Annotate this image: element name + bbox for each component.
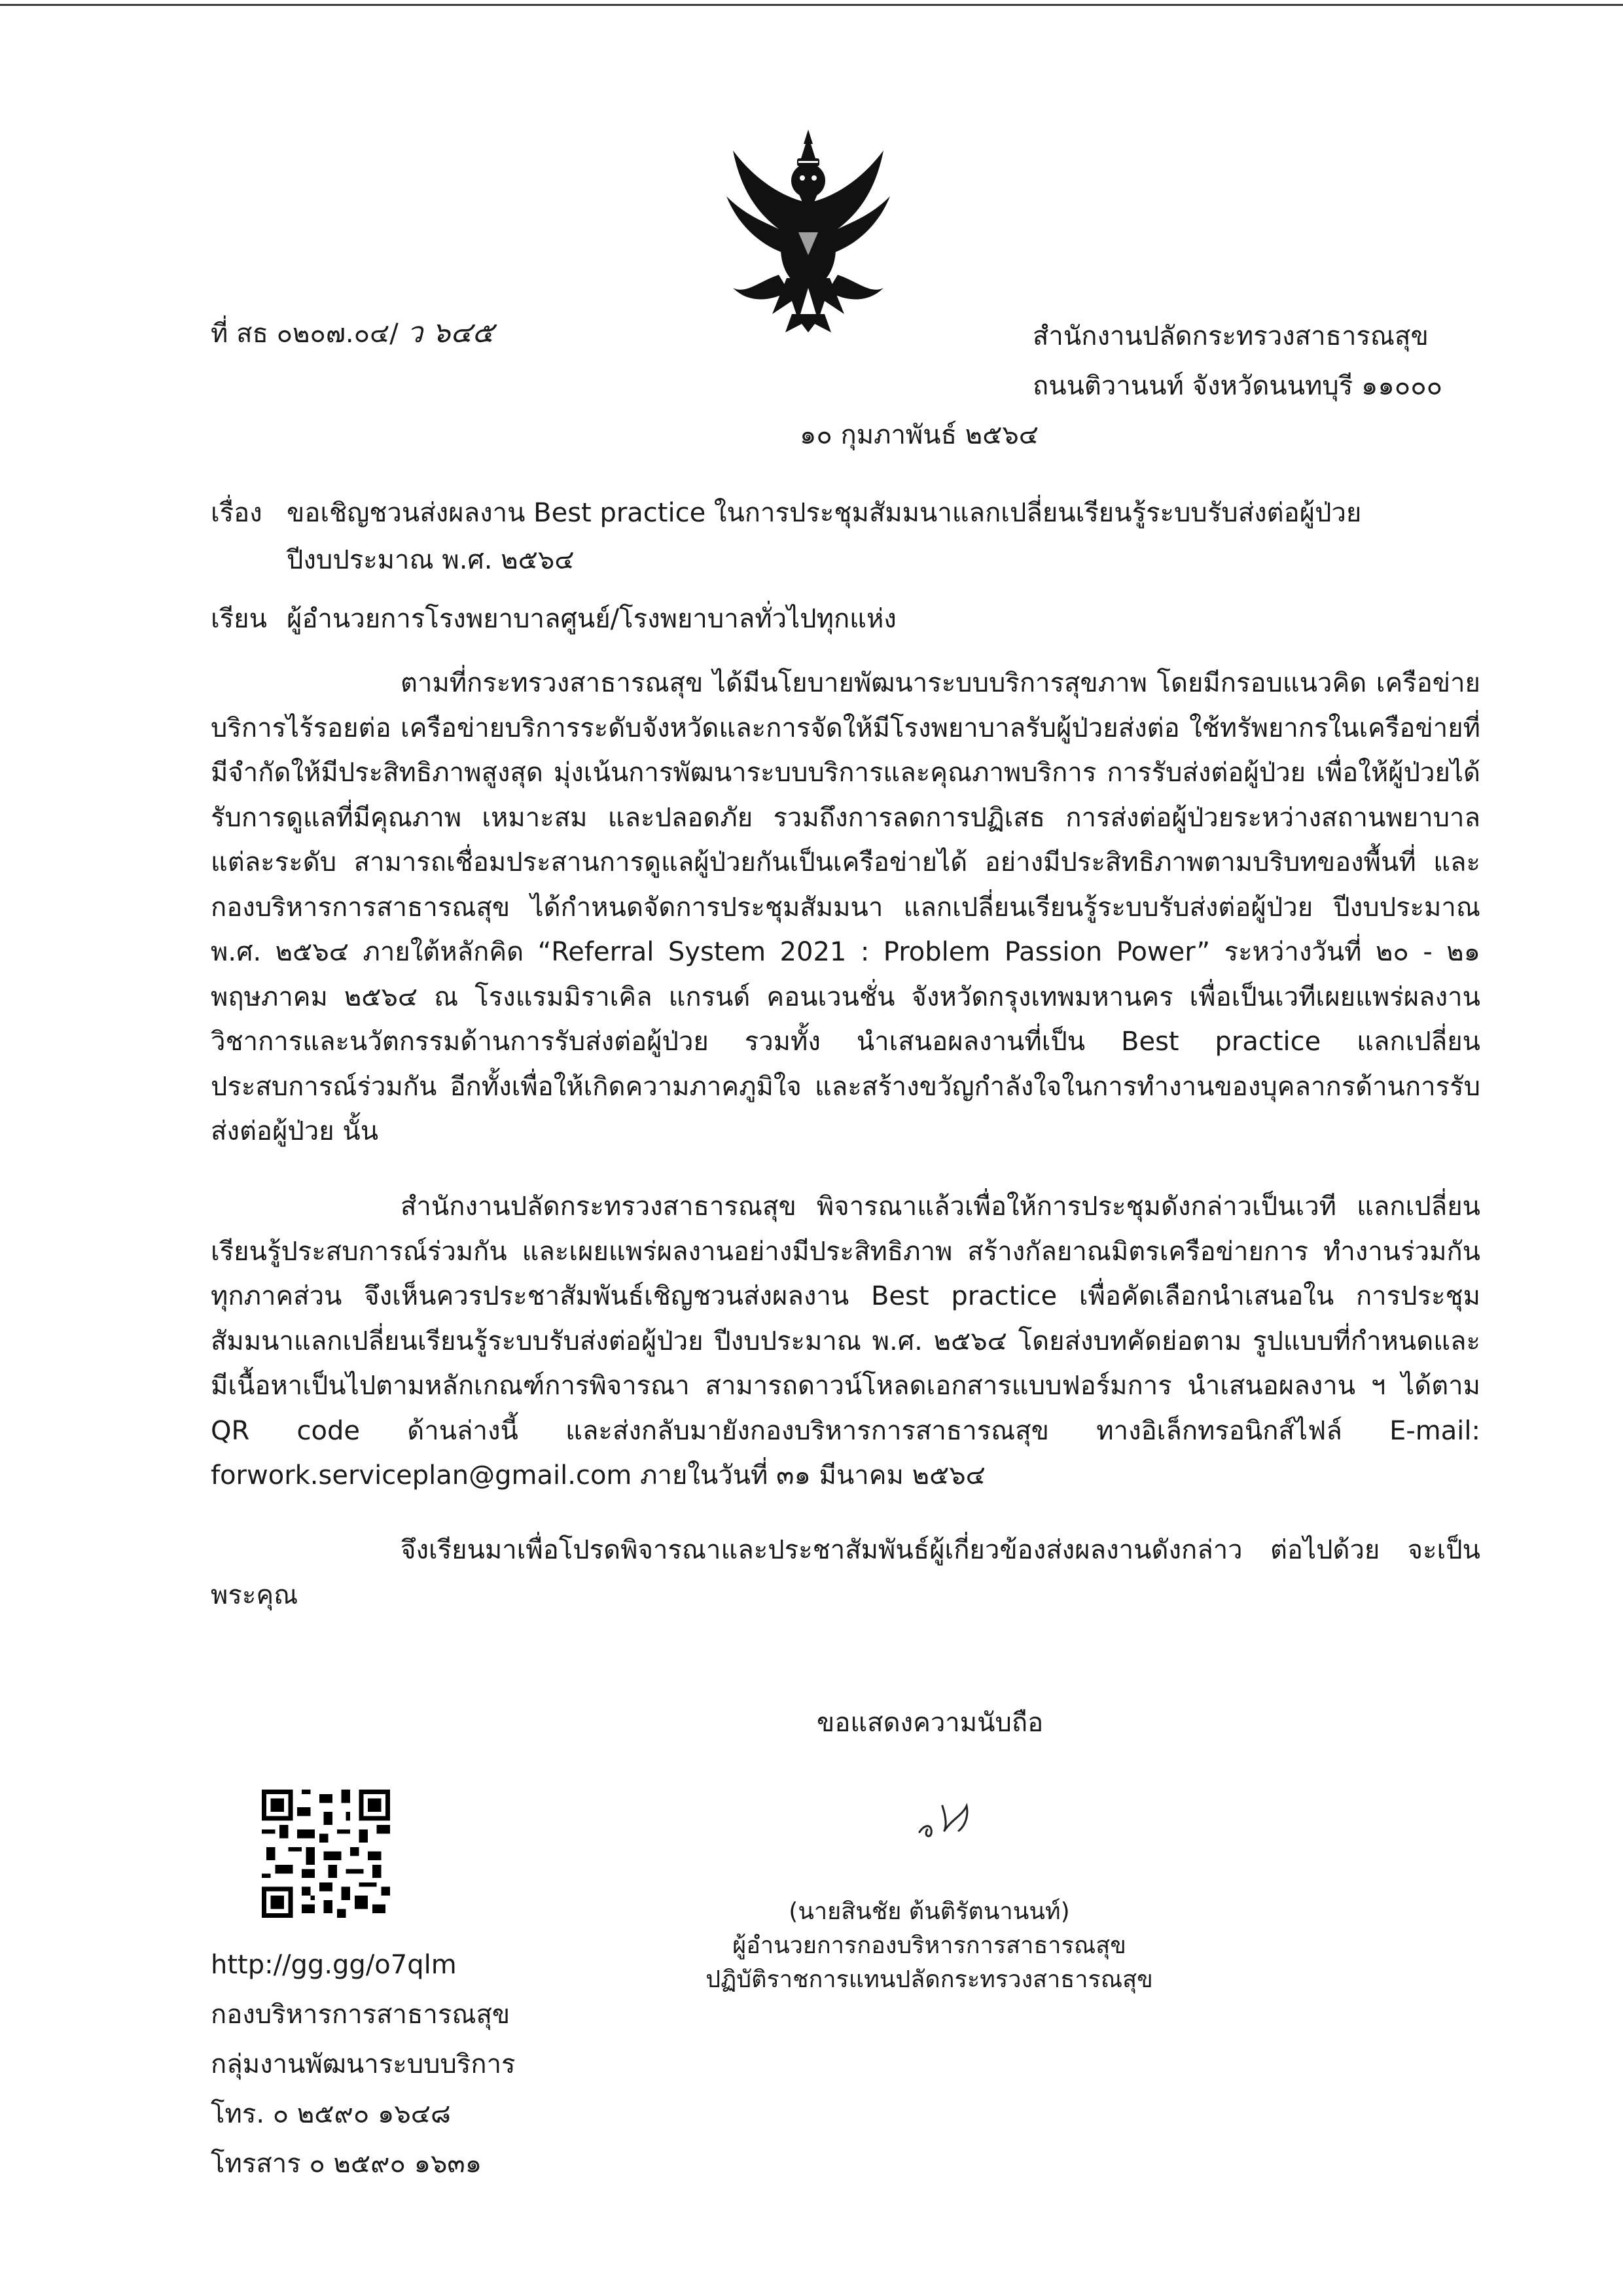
closing-phrase: ขอแสดงความนับถือ xyxy=(817,1708,1044,1738)
subject-label: เรื่อง xyxy=(211,498,262,528)
signatory-acting-position: ปฏิบัติราชการแทนปลัดกระทรวงสาธารณสุข xyxy=(705,1966,1153,1993)
subject-text: ขอเชิญชวนส่งผลงาน Best practice ในการประชุมสัมมนาแลกเปลี่ยนเรียนรู้ระบบรับส่งต่อผู้ป่วย ปีงบประมาณ พ.ศ. ๒๕๖๔ xyxy=(287,498,1362,575)
body-paragraph-1: ตามที่กระทรวงสาธารณสุข ได้มีนโยบายพัฒนาระบบบริการสุขภาพ โดยมีกรอบแนวคิด เครือข่ายบริการไร้รอยต่อ เครือข่ายบริการระดับจังหวัดและการจัดให้มีโรงพยาบาลรับผู้ป่วยส่งต่อ ใช้ทรัพยากรในเครือข่ายที่มีจำกัดให้มีประสิทธิภาพสูงสุด มุ่งเน้นการพัฒนาระบบบริการและคุณภาพบริการ การรับส่งต่อผู้ป่วย เพื่อให้ผู้ป่วยได้รับการดูแลที่มีคุณภาพ เหมาะสม และปลอดภัย รวมถึงการลดการปฏิเสธ การส่งต่อผู้ป่วยระหว่างสถานพยาบาลแต่ละระดับ สามารถเชื่อมประสานการดูแลผู้ป่วยกันเป็นเครือข่ายได้ อย่างมีประสิทธิภาพตามบริบทของพื้นที่ และกองบริหารการสาธารณสุข ได้กำหนดจัดการประชุมสัมมนา แลกเปลี่ยนเรียนรู้ระบบรับส่งต่อผู้ป่วย ปีงบประมาณ พ.ศ. ๒๕๖๔ ภายใต้หลักคิด “Referral System 2021 : Problem Passion Power” ระหว่างวันที่ ๒๐ - ๒๑ พฤษภาคม ๒๕๖๔ ณ โรงแรมมิราเคิล แกรนด์ คอนเวนชั่น จังหวัดกรุงเทพมหานคร เพื่อเป็นเวทีเผยแพร่ผลงานวิชาการและนวัตกรรมด้านการรับส่งต่อผู้ป่วย รวมทั้ง นำเสนอผลงานที่เป็น Best practice แลกเปลี่ยนประสบการณ์ร่วมกัน อีกทั้งเพื่อให้เกิดความภาคภูมิใจ และสร้างขวัญกำลังใจในการทำงานของบุคลากรด้านการรับส่งต่อผู้ป่วย นั้น xyxy=(211,668,1481,1146)
signatory-position: ผู้อำนวยการกองบริหารการสาธารณสุข xyxy=(732,1932,1126,1959)
contact-group: กลุ่มงานพัฒนาระบบบริการ xyxy=(211,2049,516,2079)
office-address: ถนนติวานนท์ จังหวัดนนทบุรี ๑๑๐๐๐ xyxy=(1033,371,1443,401)
handwritten-number: ว ๖๔๕ xyxy=(406,316,494,349)
letter-date: ๑๐ กุมภาพันธ์ ๒๕๖๔ xyxy=(800,420,1039,450)
recipient-text: ผู้อำนวยการโรงพยาบาลศูนย์/โรงพยาบาลทั่วไปทุกแห่ง xyxy=(287,604,897,634)
signatory-name: (นายสินชัย ต้นติรัตนานนท์) xyxy=(789,1898,1070,1925)
document-number xyxy=(211,314,494,353)
sender-office xyxy=(1033,311,1442,411)
signature-icon xyxy=(906,1786,978,1845)
garuda-emblem-icon xyxy=(713,124,903,334)
contact-url[interactable]: http://gg.gg/o7qlm xyxy=(211,1950,457,1980)
office-name: สำนักงานปลัดกระทรวงสาธารณสุข xyxy=(1033,321,1429,351)
scan-top-edge xyxy=(0,4,1623,6)
contact-block xyxy=(211,1940,516,2189)
contact-fax: โทรสาร ๐ ๒๕๙๐ ๑๖๓๑ xyxy=(211,2149,482,2179)
body-paragraph-3: จึงเรียนมาเพื่อโปรดพิจารณาและประชาสัมพันธ์ผู้เกี่ยวข้องส่งผลงานดังกล่าว ต่อไปด้วย จะเป็นพระคุณ xyxy=(211,1535,1480,1610)
recipient-label: เรียน xyxy=(211,604,267,634)
qr-code-icon[interactable] xyxy=(262,1790,390,1918)
body-paragraph-2: สำนักงานปลัดกระทรวงสาธารณสุข พิจารณาแล้วเพื่อให้การประชุมดังกล่าวเป็นเวที แลกเปลี่ยนเรียนรู้ประสบการณ์ร่วมกัน และเผยแพร่ผลงานอย่างมีประสิทธิภาพ สร้างกัลยาณมิตรเครือข่ายการ ทำงานร่วมกันทุกภาคส่วน จึงเห็นควรประชาสัมพันธ์เชิญชวนส่งผลงาน Best practice เพื่อคัดเลือกนำเสนอใน การประชุมสัมมนาแลกเปลี่ยนเรียนรู้ระบบรับส่งต่อผู้ป่วย ปีงบประมาณ พ.ศ. ๒๕๖๔ โดยส่งบทคัดย่อตาม รูปแบบที่กำหนดและมีเนื้อหาเป็นไปตามหลักเกณฑ์การพิจารณา สามารถดาวน์โหลดเอกสารแบบฟอร์มการ นำเสนอผลงาน ฯ ได้ตาม QR code ด้านล่างนี้ และส่งกลับมายังกองบริหารการสาธารณสุข ทางอิเล็กทรอนิกส์ไฟล์ E-mail: forwork.serviceplan@gmail.com ภายในวันที่ ๓๑ มีนาคม ๒๕๖๔ xyxy=(211,1192,1480,1491)
contact-tel: โทร. ๐ ๒๕๙๐ ๑๖๔๘ xyxy=(211,2099,451,2129)
document-number-label: ที่ สธ ๐๒๐๗.๐๔/ xyxy=(211,319,399,349)
signatory-block xyxy=(681,1895,1178,1997)
contact-division: กองบริหารการสาธารณสุข xyxy=(211,2000,510,2030)
